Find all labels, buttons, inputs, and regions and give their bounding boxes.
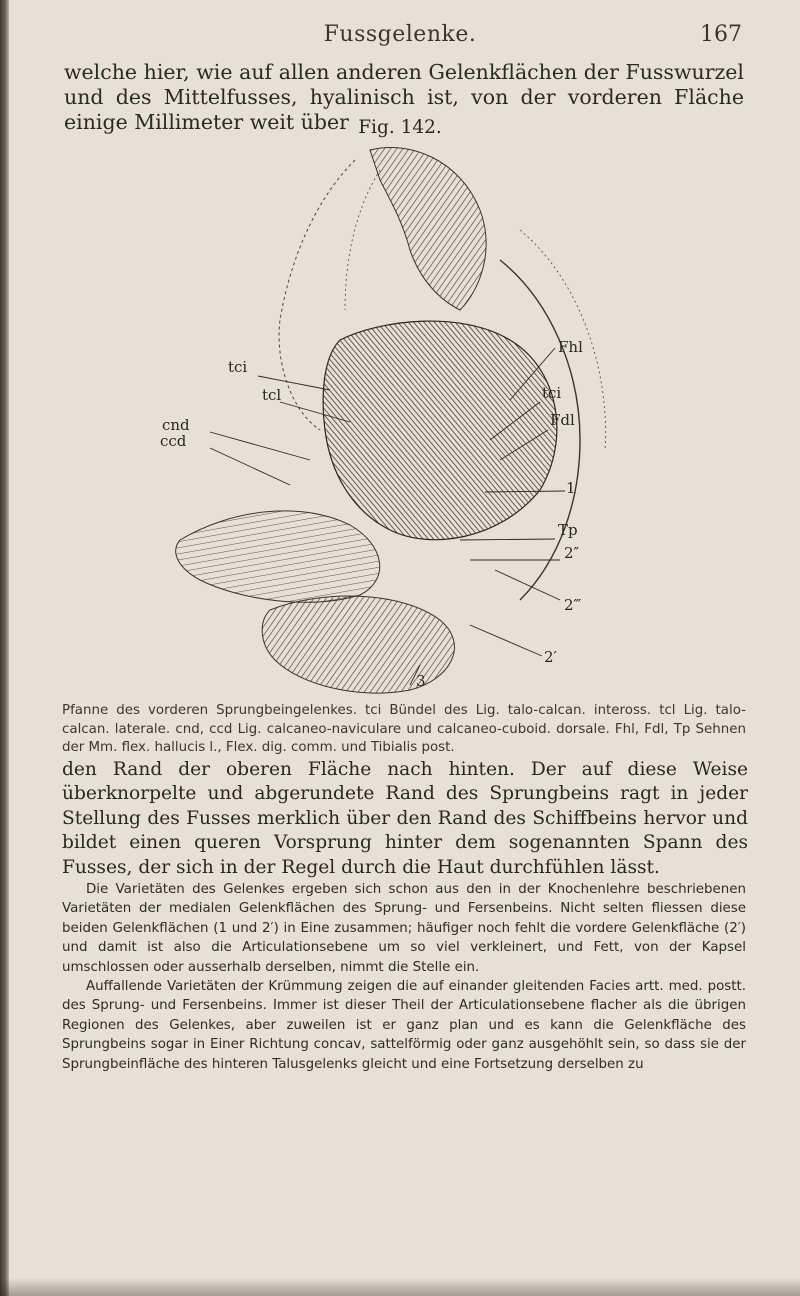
anatomical-illustration [140, 140, 660, 700]
label-2-triple: 2‴ [564, 596, 582, 614]
label-3: 3 [416, 672, 426, 690]
upper-inner-outline [345, 170, 380, 310]
intro-paragraph: welche hier, wie auf allen anderen Gelenkflächen der Fusswurzel und des Mittelfusses, hyalinisch ist, von der vorderen Fläche einige Millimeter weit über [64, 60, 744, 134]
page-number: 167 [700, 22, 742, 47]
label-fdl: Fdl [550, 411, 575, 429]
running-header: Fussgelenke. [323, 22, 477, 47]
label-1: 1 [566, 479, 576, 497]
left-articular-surface [176, 511, 380, 602]
leader-cnd [210, 432, 310, 460]
small-paragraph-1: Die Varietäten des Gelenkes ergeben sich schon aus den in der Knochenlehre beschriebenen Varietäten der medialen Gelenkflächen des Sprung- und Fersenbeins. Nicht selten fliessen diese beiden Gelenkflächen (1 und 2′) in Eine zusammen; häufiger noch fehlt die vordere Gelenkfläche (2′) und damit ist also die Articulationsebene um so viel verkleinert, und Fett, von der Kapsel umschlossen oder ausserhalb derselben, nimmt die Stelle ein. [62, 882, 746, 975]
leader-tp [460, 539, 555, 540]
small-paragraph-2: Auffallende Varietäten der Krümmung zeigen die auf einander gleitenden Facies artt. med. postt. des Sprung- und Fersenbeins. Immer ist dieser Theil der Articulationsebene flacher als die übrigen Regionen des Gelenkes, aber zuweilen ist er ganz plan und es kann die Gelenkfläche des Sprungbeins sogar in Einer Richtung concav, sattelförmig oder ganz ausgehöhlt sein, so dass sie der Sprungbeinfläche des hinteren Talusgelenks gleicht und eine Fortsetzung derselben zu [62, 979, 746, 1072]
joint-engraving [140, 140, 660, 700]
leader-ccd [210, 448, 290, 485]
label-cnd: cnd [162, 416, 190, 434]
figure-label: Fig. 142. [358, 117, 442, 138]
label-tci-right: tci [542, 384, 562, 402]
label-tp: Tp [558, 521, 578, 539]
leader-2tr [495, 570, 560, 600]
book-binding-edge [0, 0, 9, 1296]
page-bottom-shadow [0, 1278, 800, 1296]
label-fhl: Fhl [558, 338, 583, 356]
label-2-prime: 2′ [544, 648, 557, 666]
central-ligament-mass [323, 321, 557, 540]
label-tci-left: tci [228, 358, 248, 376]
small-print-section [62, 880, 746, 1074]
upper-ligament-bundle [370, 148, 486, 311]
label-2-double: 2″ [564, 544, 580, 562]
leader-2pr [470, 625, 542, 656]
figure-caption: Pfanne des vorderen Sprungbeingelenkes. tci Bündel des Lig. talo-calcan. inteross. tcl Lig. talo-calcan. laterale. cnd, ccd Lig. calcaneo-naviculare und calcaneo-cuboid. dorsale. Fhl, Fdl, Tp Sehnen der Mm. flex. hallucis l., Flex. dig. comm. und Tibialis post. [62, 703, 746, 755]
lower-articular-facet [262, 596, 454, 693]
body-paragraph: den Rand der oberen Fläche nach hinten. Der auf diese Weise überknorpelte und abgerundete Rand des Sprungbeins ragt in jeder Stellung des Fusses merklich über den Rand des Schiffbeins hervor und bildet einen queren Vorsprung hinter dem sogenannten Spann des Fusses, der sich in der Regel durch die Haut durchfühlen lässt. [62, 759, 748, 878]
label-ccd: ccd [160, 432, 187, 450]
label-tcl: tcl [262, 386, 282, 404]
